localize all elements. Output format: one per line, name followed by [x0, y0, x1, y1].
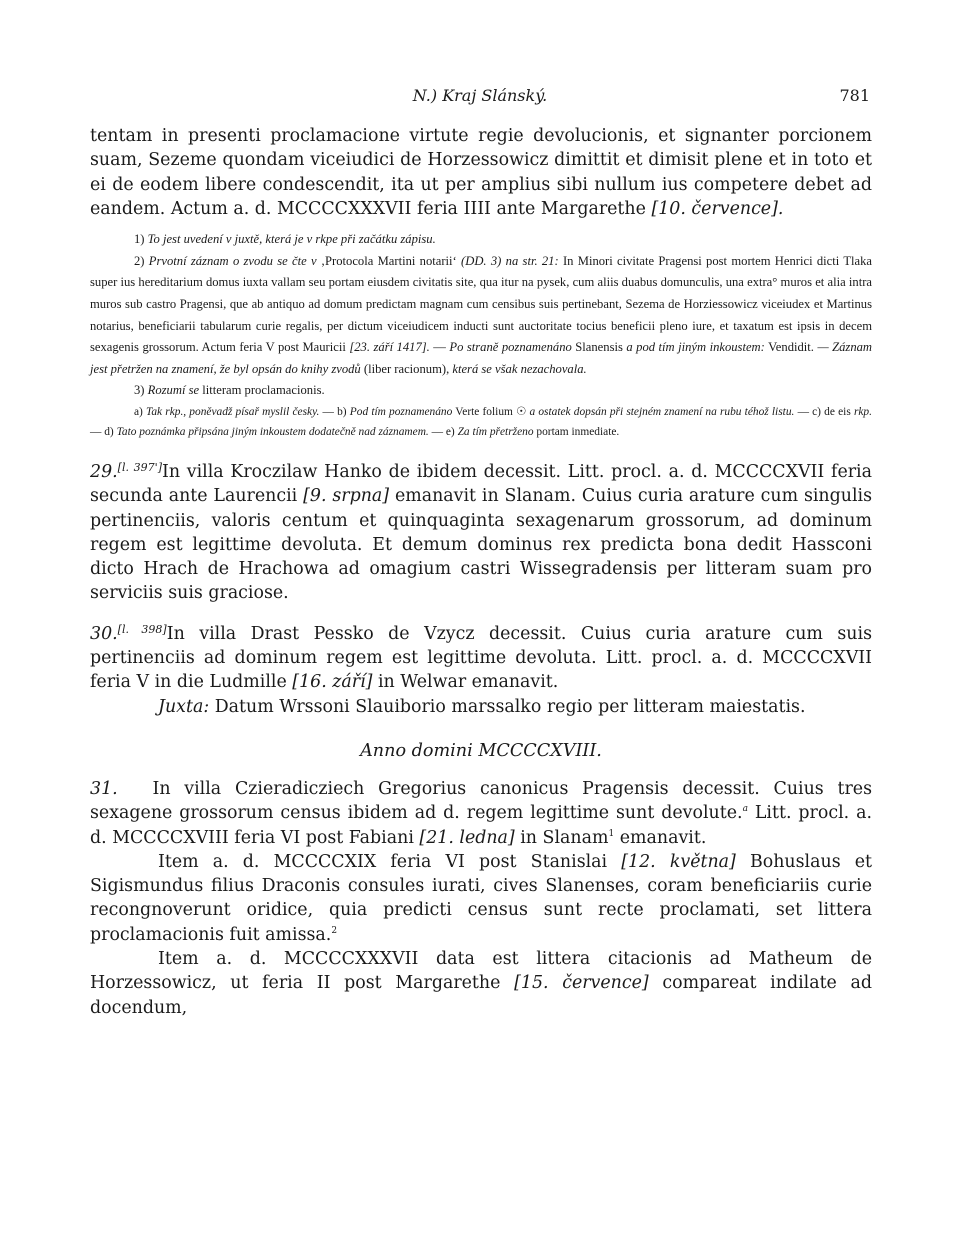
footnote-c-mark: — c) [797, 405, 821, 418]
item-2-text-a: Item a. d. MCCCCXXXVII data est littera citacionis ad Matheum de Horzessowicz, ut feria II post Margarethe [90, 948, 872, 994]
footnote-2-word-1: Slanensis [575, 340, 623, 355]
item-1-text-a: Item a. d. MCCCCXIX feria VI post Stanislai [158, 851, 608, 872]
item-2-date: [15. července] [514, 973, 649, 994]
footnote-b-mark: — b) [322, 405, 347, 418]
footnote-a-mark: a) [134, 405, 143, 418]
entry-29-number: 29. [90, 461, 118, 482]
entry-29-text-b: emanavit in Slanam. Cuius curia arature cum singulis pertinenciis, valoris centum et quinquaginta sexagenarum grossorum, ad dominum regem est legittime devoluta. Et demum dominus rex predicta bona dedit Hassconi dicto Hrach de Hrachowa ad omagium castri Wissegradensis per litteram suam pro serviciis suis graciose. [90, 486, 873, 604]
footnote-letters [90, 402, 872, 442]
entry-31-number: 31. [90, 778, 118, 799]
entry-30-text-a: In villa Drast Pessko de Vzycz decessit. Cuius curia arature cum suis pertinenciis ad dominum regem est legittime devoluta. Litt. procl. a. d. MCCCCXVII feria V in die Ludmille [90, 623, 872, 693]
footnote-c-text: rkp. [853, 405, 872, 418]
page-number: 781 [839, 86, 870, 105]
page-body [90, 124, 872, 1020]
entry-30-date: [16. září] [292, 672, 373, 693]
footnote-2-dash: — [433, 340, 446, 355]
footnote-c-word: de eis [824, 405, 851, 418]
footnote-e-word: portam inmediate. [536, 425, 620, 438]
entry-30-number: 30. [90, 623, 118, 644]
entry-31-text-b: Litt. procl. a. d. MCCCCXVIII feria VI post Fabiani [90, 803, 872, 848]
item-1-date: [12. května] [621, 851, 736, 872]
footnote-2-intro: Prvotní záznam o zvodu se čte v [148, 253, 317, 268]
footnote-e-mark: — e) [431, 425, 455, 438]
footnote-2-word-3: (liber racionum), [363, 361, 450, 376]
footnote-3-intro: Rozumí se [147, 383, 200, 398]
entry-29-folio: [l. 397'] [117, 460, 162, 474]
footnote-d-text: Tato poznámka připsána jiným inkoustem dodatečně nad záznamem. [116, 425, 429, 438]
footnote-1 [90, 229, 872, 251]
footnote-2-note-1: Po straně poznamenáno [449, 340, 572, 355]
footnote-1-text: To jest uvedení v juxtě, která je v rkpe při začátku zápisu. [147, 232, 436, 247]
item-1-text-b: Bohuslaus et Sigismundus filius Draconis consules iurati, cives Slanenses, coram beneficiariis curie recongnoverunt oridice, quia predicti census sunt recte proclamati, set littera proclamacionis fuit amissa. [90, 851, 873, 945]
footnote-d-mark: — d) [90, 425, 114, 438]
footnote-2-latin: In Minori civitate Pragensi post mortem Henrici dicti Tlaka super ius hereditarium domus iuxta vallam seu portam eiusdem civitatis site, qua itur na pysek, cum aliis duabus domunculis, una extra° muros et alia intra muros sub castro Pragensi, que ab antiquo ad domum predictam magnam cum censibus suis pertinebant, Sezema de Horziessowicz viceiudex et Martinus notarius, beneficiarii tabularum curie regalis, per dictum viceiudicem inducti sunt auctoritate tocius beneficii pleno iure, et taxatum est ipsis in decem sexagenis grossorum. Actum feria V post Mauricii [90, 253, 872, 355]
top-paragraph-text: tentam in presenti proclamacione virtute regie devolucionis, et signanter porcionem suam, Sezeme quondam viceiudici de Horzessowicz dimittit et dimisit plene et in toto et ei de eodem libere condescendit, ita ut per amplius sibi nullum ius competere debet ad eandem. Actum a. d. MCCCCXXXVII feria IIII ante Margarethe [90, 126, 872, 219]
running-title: N.) Kraj Slánský. [412, 86, 548, 105]
top-paragraph-date: [10. července]. [651, 198, 784, 219]
entry-31-text-a: In villa Czieradicziech Gregorius canonicus Pragensis decessit. Cuius tres sexagene grossorum census ibidem ad d. regem legittime sunt devolute. [90, 778, 872, 824]
footnote-3 [90, 380, 872, 402]
entry-31-date: [21. ledna] [419, 827, 515, 848]
item-1 [90, 850, 872, 947]
footnote-b-rest: a ostatek dopsán při stejném znamení na rubu téhož listu. [529, 405, 795, 418]
entry-31 [90, 777, 872, 850]
entry-30-juxta-label: Juxta: [158, 696, 210, 717]
entry-29-date: [9. srpna] [303, 486, 390, 507]
entry-31-sup-1: 1 [608, 828, 615, 839]
entry-30-juxta-text: Datum Wrssoni Slauiborio marssalko regio per litteram maiestatis. [214, 696, 806, 717]
footnote-2-word-2: Vendidit. [768, 340, 814, 355]
top-paragraph [90, 124, 872, 221]
section-heading: Anno domini MCCCCXVIII. [360, 740, 602, 761]
item-2-text-b: compareat indilate ad docendum, [90, 973, 873, 1018]
footnote-b-word: Verte folium [455, 405, 513, 418]
entry-31-text-c: in Slanam [520, 827, 609, 848]
item-2 [90, 947, 872, 1020]
entry-30-text-b: in Welwar emanavit. [377, 672, 559, 693]
entry-30 [90, 618, 872, 695]
footnote-2-note-2: a pod tím jiným inkoustem: [626, 340, 765, 355]
entry-29 [90, 456, 872, 606]
footnotes-block [90, 229, 872, 442]
item-1-sup: 2 [331, 925, 338, 936]
footnote-2-source: ‚Protocola Martini notarii‘ [320, 253, 457, 268]
running-header [90, 86, 870, 110]
footnote-3-mark: 3) [134, 383, 145, 398]
footnote-b-symbol-icon: ☉ [516, 405, 527, 418]
footnote-3-text: litteram proclamacionis. [202, 383, 325, 398]
footnote-2-mark: 2) [134, 253, 145, 268]
footnote-b-text: Pod tím poznamenáno [349, 405, 453, 418]
entry-30-juxta [90, 695, 872, 719]
footnote-2-note-3: — Záznam jest přetržen na znamení, že byl opsán do knihy zvodů [90, 340, 873, 376]
footnote-1-mark: 1) [134, 232, 145, 247]
entry-31-text-d: emanavit. [619, 827, 707, 848]
entry-29-text-a: In villa Kroczilaw Hanko de ibidem decessit. Litt. procl. a. d. MCCCCXVII feria secunda ante Laurencii [90, 461, 872, 507]
entry-30-folio: [l. 398] [117, 622, 167, 636]
footnote-e-text: Za tím přetrženo [457, 425, 534, 438]
entry-31-sup-a: a [742, 804, 748, 815]
footnote-2-date: [23. září 1417]. [349, 340, 430, 355]
footnote-2 [90, 251, 872, 381]
footnote-a-text: Tak rkp., poněvadž písař myslil česky. [146, 405, 320, 418]
footnote-2-ref: (DD. 3) na str. 21: [461, 253, 559, 268]
footnote-2-note-4: která se však nezachovala. [452, 361, 587, 376]
